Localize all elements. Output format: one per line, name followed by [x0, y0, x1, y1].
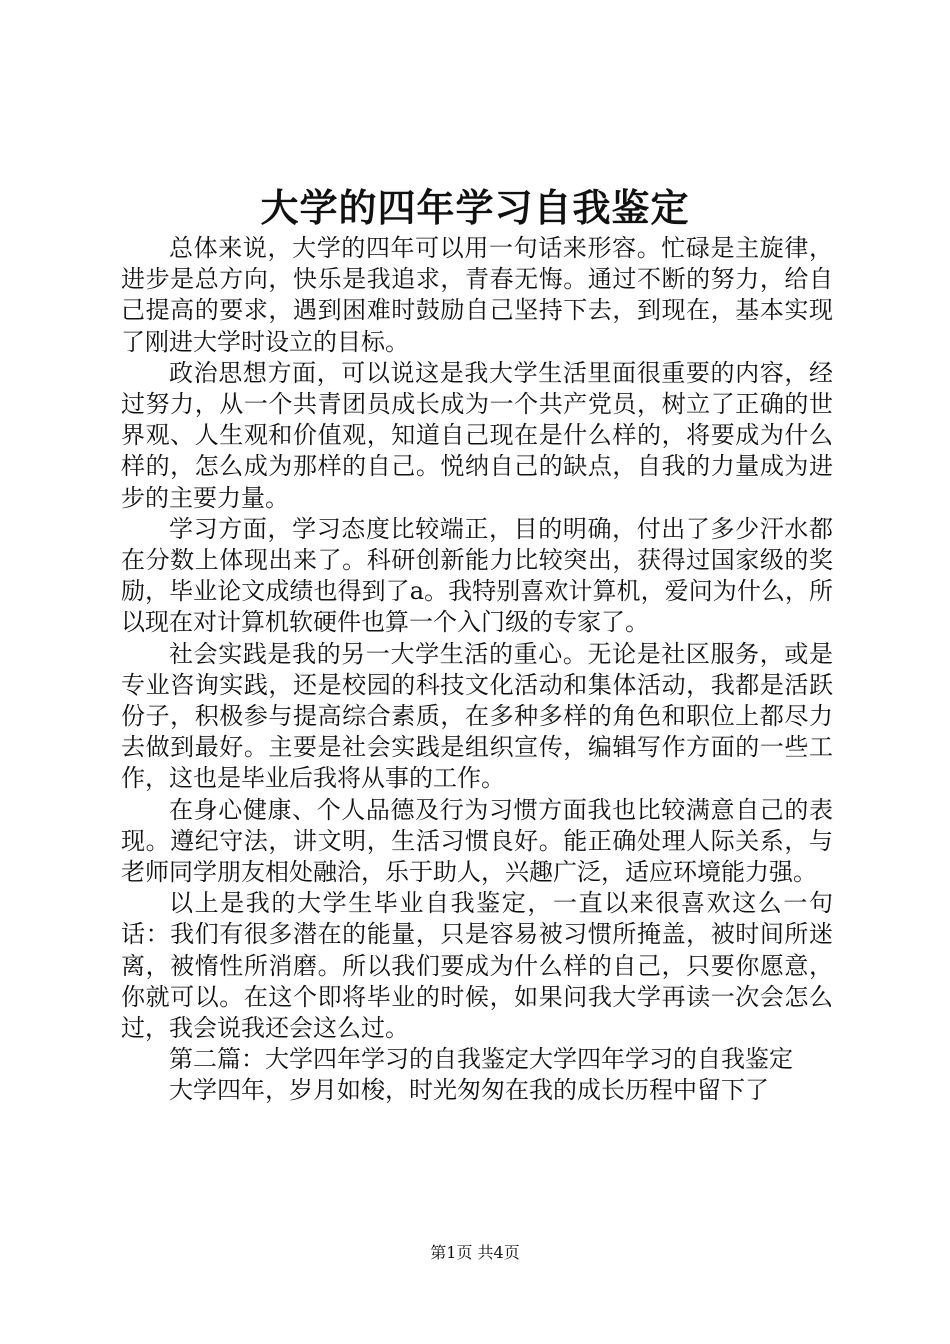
document-title: 大学的四年学习自我鉴定	[260, 185, 690, 230]
page-footer: 第1页 共4页	[430, 1243, 520, 1262]
paragraph-summary: 总体来说，大学的四年可以用一句话来形容。忙碌是主旋律，进步是总方向，快乐是我追求，青春无悔。通过不断的努力，给自己提高的要求，遇到困难时鼓励自己坚持下去，到现在，基本实现了刚进大学时设立的目标。	[121, 234, 833, 356]
paragraph-conclusion: 以上是我的大学生毕业自我鉴定，一直以来很喜欢这么一句话：我们有很多潜在的能量，只是容易被习惯所掩盖，被时间所迷离，被惰性所消磨。所以我们要成为什么样的自己，只要你愿意，你就可以。在这个即将毕业的时候，如果问我大学再读一次会怎么过，我会说我还会这么过。	[121, 889, 833, 1043]
document-body	[121, 233, 833, 1107]
paragraph-political: 政治思想方面，可以说这是我大学生活里面很重要的内容，经过努力，从一个共青团员成长成为一个共产党员，树立了正确的世界观、人生观和价值观，知道自己现在是什么样的，将要成为什么样的，怎么成为那样的自己。悦纳自己的缺点，自我的力量成为进步的主要力量。	[121, 358, 833, 512]
paragraph-second-article-start: 大学四年，岁月如梭，时光匆匆在我的成长历程中留下了	[169, 1076, 769, 1105]
paragraph-study: 学习方面，学习态度比较端正，目的明确，付出了多少汗水都在分数上体现出来了。科研创新能力比较突出，获得过国家级的奖励，毕业论文成绩也得到了a。我特别喜欢计算机，爱问为什么，所以现在对计算机软硬件也算一个入门级的专家了。	[121, 514, 833, 637]
paragraph-social-practice: 社会实践是我的另一大学生活的重心。无论是社区服务，或是专业咨询实践，还是校园的科技文化活动和集体活动，我都是活跃份子，积极参与提高综合素质，在多种多样的角色和职位上都尽力去做到最好。主要是社会实践是组织宣传，编辑写作方面的一些工作，这也是毕业后我将从事的工作。	[121, 639, 833, 793]
paragraph-health-character: 在身心健康、个人品德及行为习惯方面我也比较满意自己的表现。遵纪守法，讲文明，生活习惯良好。能正确处理人际关系，与老师同学朋友相处融洽，乐于助人，兴趣广泛，适应环境能力强。	[121, 795, 833, 887]
paragraph-second-article-heading: 第二篇：大学四年学习的自我鉴定大学四年学习的自我鉴定	[169, 1045, 793, 1074]
